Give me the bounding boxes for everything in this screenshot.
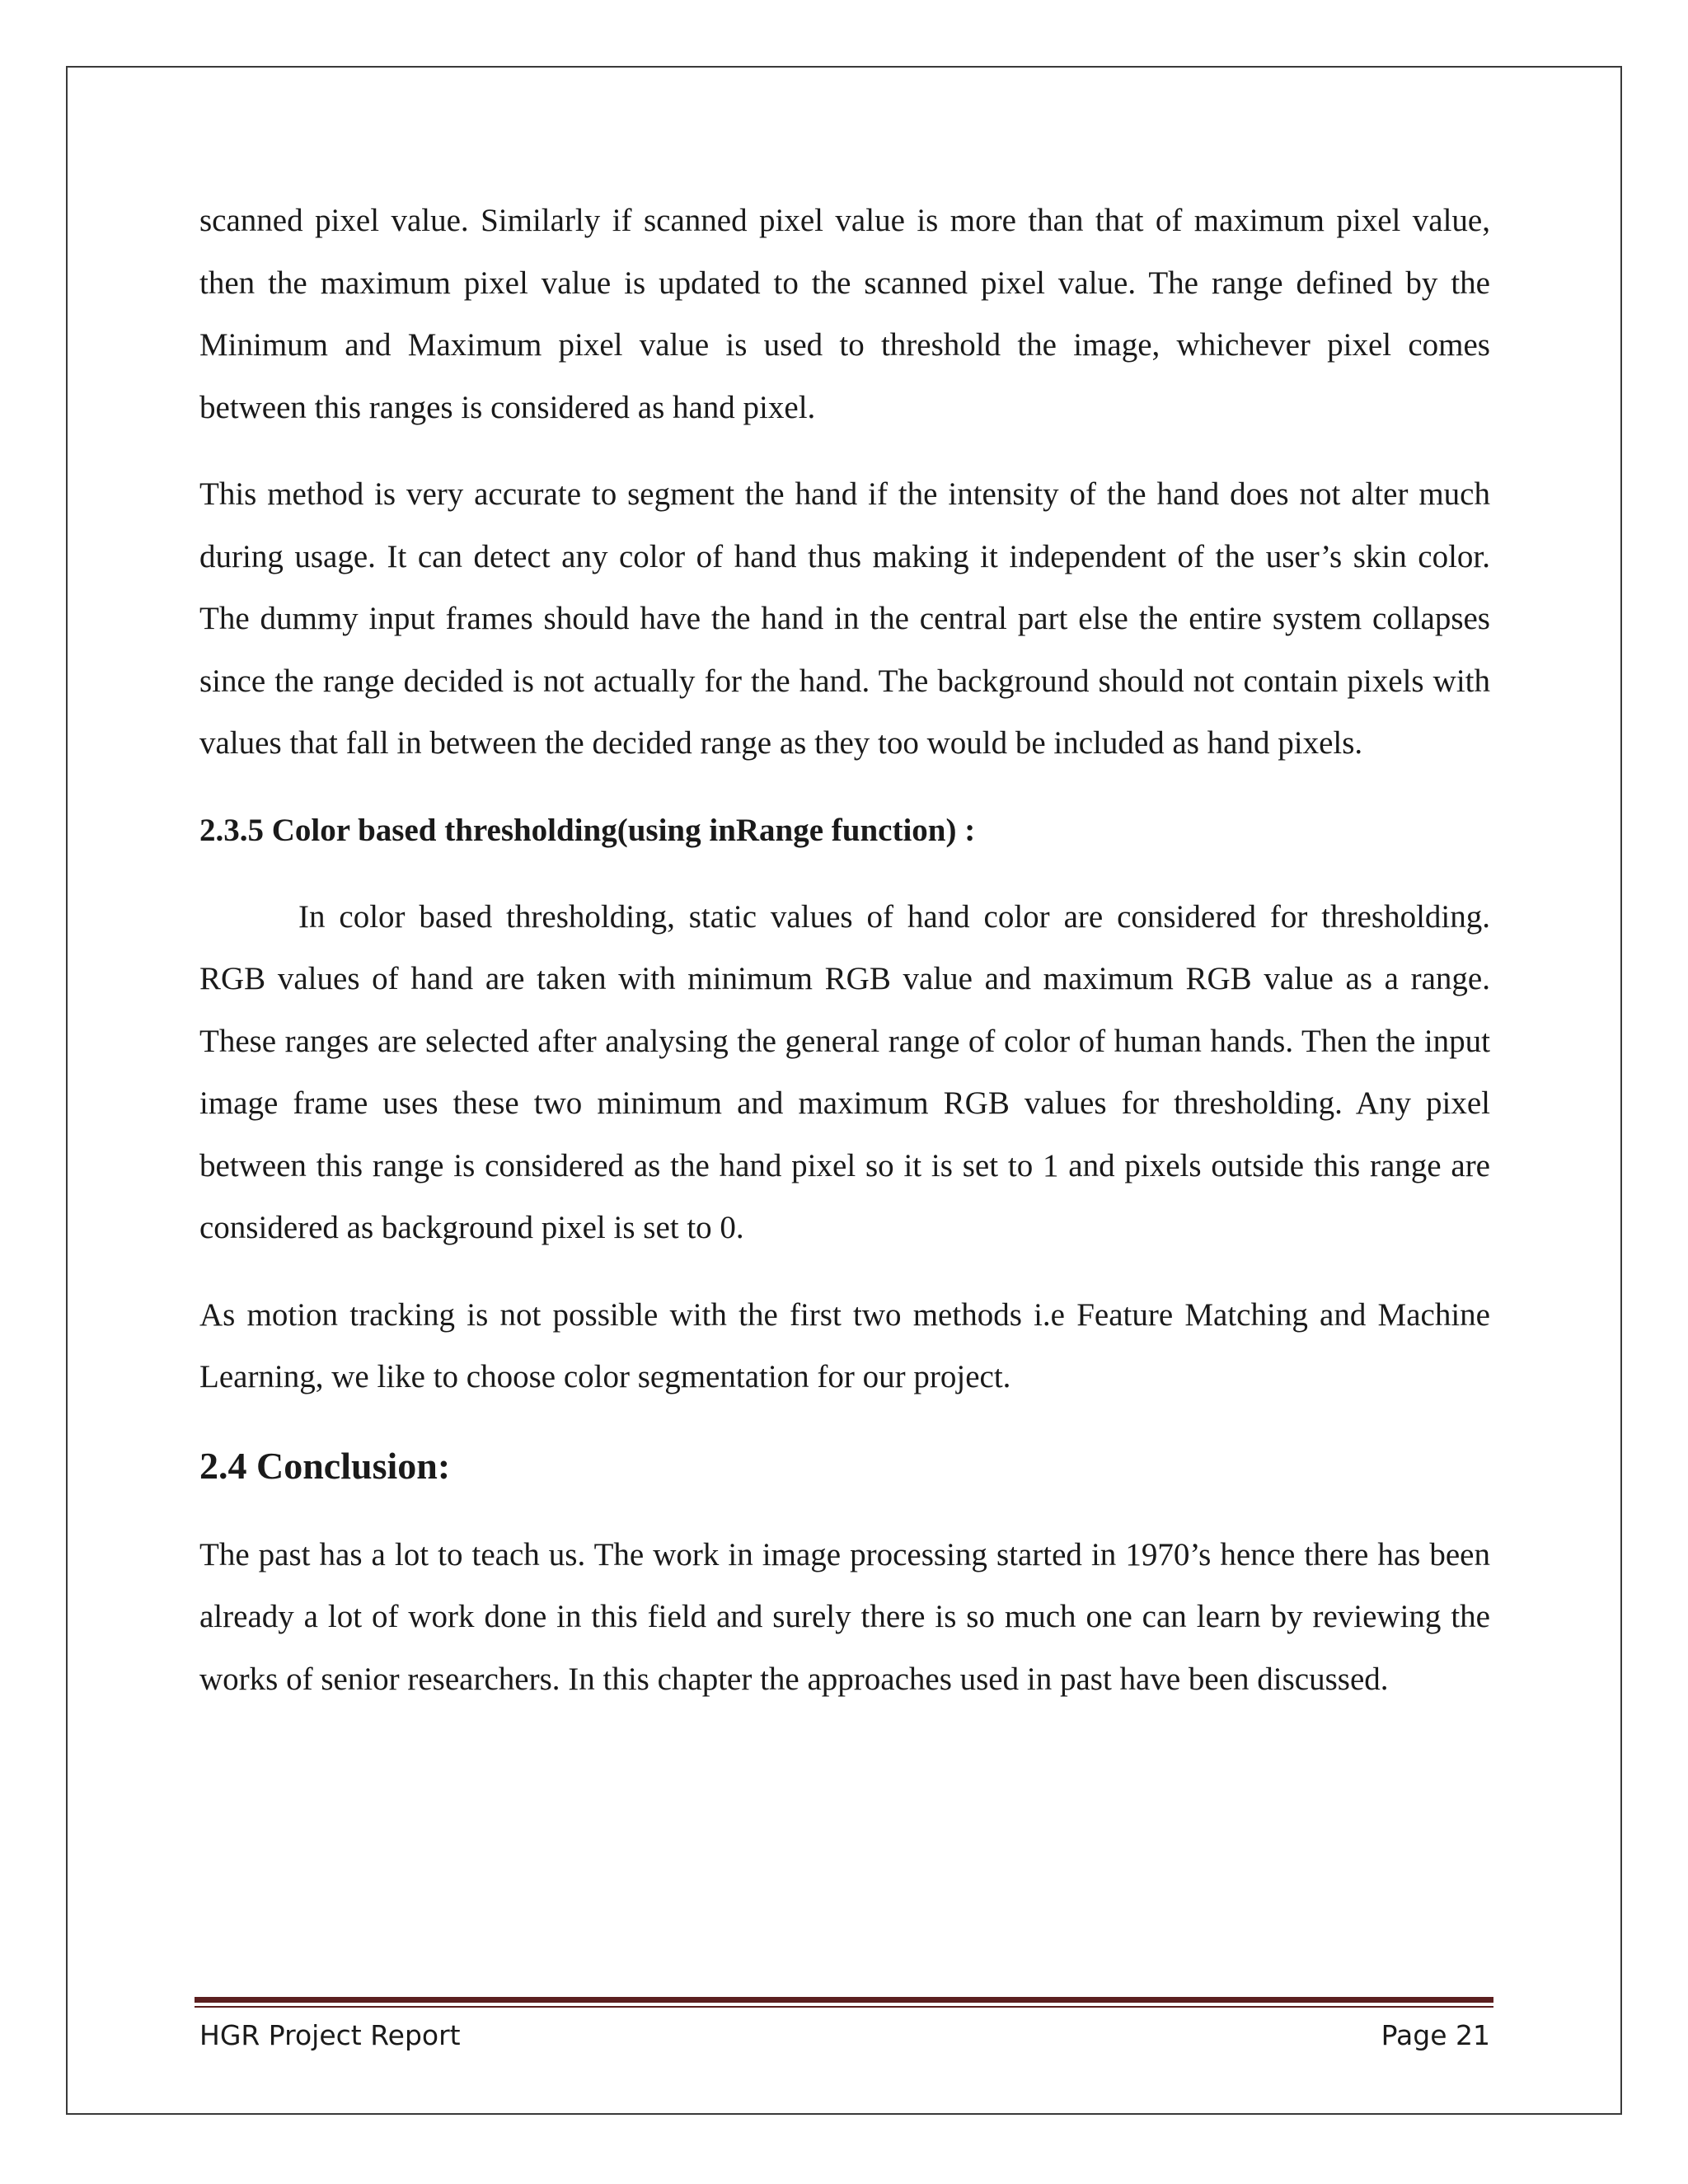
paragraph-motion-tracking: As motion tracking is not possible with the first two methods i.e Feature Matching and Machine Learning, we like to choose color segmentation for our project. xyxy=(199,1296,1490,1394)
footer-rule-thick xyxy=(195,1997,1493,2003)
footer-report-title: HGR Project Report xyxy=(199,2019,461,2051)
paragraph-threshold-update: scanned pixel value. Similarly if scanned pixel value is more than that of maximum pixel value, then the maximum pixel value is updated to the scanned pixel value. The range defined by the Minimum and Maximum pixel value is used to threshold the image, whichever pixel comes between this ranges is considered as hand pixel. xyxy=(199,203,1490,425)
section-heading-2-3-5: 2.3.5 Color based thresholding(using inRange function) : xyxy=(199,812,976,848)
footer-page-number: Page 21 xyxy=(1381,2019,1490,2051)
paragraph-color-thresholding: In color based thresholding, static values of hand color are considered for thresholding. RGB values of hand are taken with minimum RGB value and maximum RGB value as a range. These ranges are selected after analysing the general range of color of human hands. Then the input image frame uses these two minimum and maximum RGB values for thresholding. Any pixel between this range is considered as the hand pixel so it is set to 1 and pixels outside this range are considered as background pixel is set to 0. xyxy=(199,898,1490,1245)
page-footer xyxy=(199,2011,1490,2060)
page-content xyxy=(199,190,1490,1710)
footer-rule-thin xyxy=(195,2006,1493,2008)
section-heading-2-4: 2.4 Conclusion: xyxy=(199,1444,451,1487)
paragraph-conclusion: The past has a lot to teach us. The work in image processing started in 1970’s hence there has been already a lot of work done in this field and surely there is so much one can learn by reviewing the works of senior researchers. In this chapter the approaches used in past have been discussed. xyxy=(199,1536,1490,1697)
paragraph-method-accuracy: This method is very accurate to segment the hand if the intensity of the hand does not alter much during usage. It can detect any color of hand thus making it independent of the user’s skin color. The dummy input frames should have the hand in the central part else the entire system collapses since the range decided is not actually for the hand. The background should not contain pixels with values that fall in between the decided range as they too would be included as hand pixels. xyxy=(199,476,1490,761)
